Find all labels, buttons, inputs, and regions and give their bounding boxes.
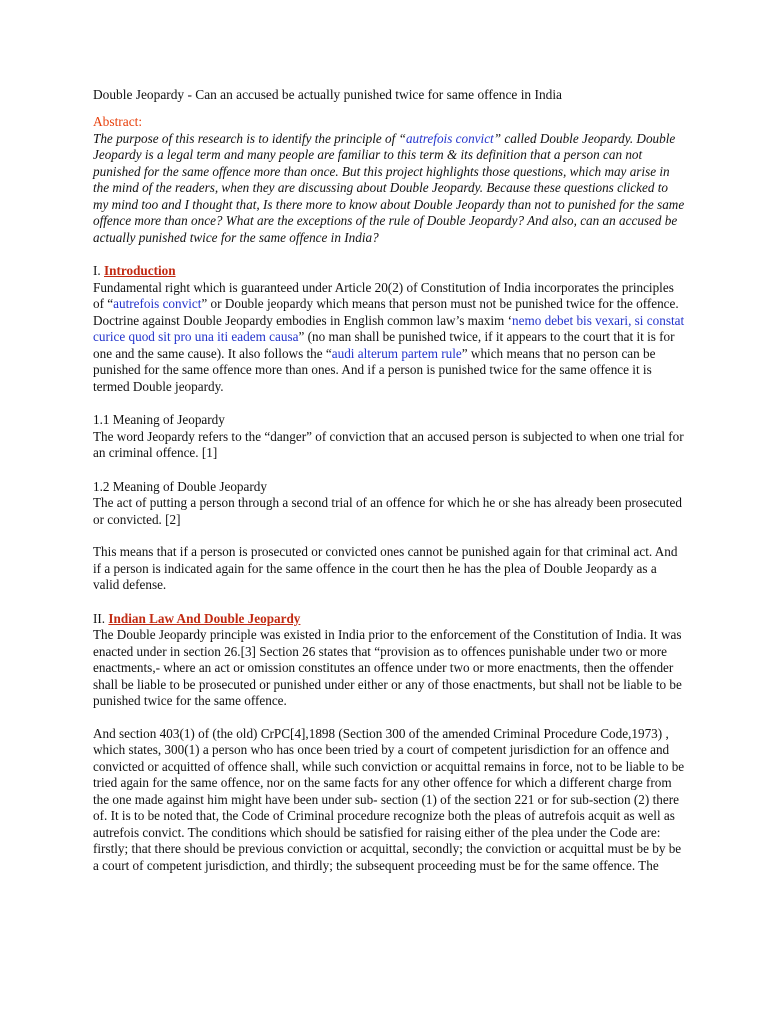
subsection-1-2-heading: 1.2 Meaning of Double Jeopardy — [93, 478, 267, 494]
spacer — [93, 528, 685, 544]
audi-alterum-term: audi alterum partem rule — [331, 345, 462, 361]
section-1-number: I. — [93, 263, 104, 278]
autrefois-convict-term: autrefois convict — [405, 130, 494, 146]
section-2-heading — [93, 611, 685, 628]
document-page — [93, 86, 685, 874]
introduction-paragraph — [93, 280, 685, 396]
abstract-text-part: The purpose of this research is to identify the principle of “ — [93, 130, 406, 146]
text-part: ” or Double jeopardy which means that person must not be punished twice for the offence. Doctrine against Double Jeopardy embodies in English common law’s maxim ‘ — [93, 296, 679, 328]
abstract-text-part: ” called Double Jeopardy. Double Jeopardy is a legal term and many people are familiar to this term & its definition that a person can not punished for the same offence more than once. But this project highlights those questions, which may arise in the mind of the readers, when they are discussing about Double Jeopardy. Because these questions clicked to my mind too and I thought that, Is there more to know about Double Jeopardy than not to punished for the same offence more than once? What are the exceptions of the rule of Double Jeopardy? And also, can an accused be actually punished twice for the same offence in India? — [93, 130, 685, 245]
text-part: ” (no man shall be punished twice, if it appears to the court that it is for one and the same cause). It also follows the “ — [93, 329, 675, 361]
text-part: Fundamental right which is guaranteed under Article 20(2) of Constitution of India incorporates the principles of “ — [93, 279, 674, 311]
section-1-heading — [93, 263, 685, 280]
spacer — [93, 710, 685, 726]
indian-law-link[interactable]: Indian Law And Double Jeopardy — [108, 610, 301, 626]
indian-law-paragraph-1: The Double Jeopardy principle was existed in India prior to the enforcement of the Constitution of India. It was enacted under in section 26.[3] Section 26 states that “provision as to offences punishable under two or more enactments,- where an act or omission constitutes an offence under two or more enactments, then the offender shall be liable to be prosecuted or punished under either or any of those enactments, but shall not be liable to be punished twice for the same offence. — [93, 627, 682, 708]
subsection-1-1-heading: 1.1 Meaning of Jeopardy — [93, 412, 225, 427]
meaning-paragraph: This means that if a person is prosecuted or convicted ones cannot be punished again for that criminal act. And if a person is indicated again for the same offence in the court then he has the plea of Double Jeopardy as a valid defense. — [93, 544, 678, 592]
subsection-1-2-text: The act of putting a person through a second trial of an offence for which he or she has already been prosecuted or convicted. [2] — [93, 495, 682, 527]
section-2-number: II. — [93, 610, 109, 626]
document-title: Double Jeopardy - Can an accused be actually punished twice for same offence in India — [93, 87, 562, 102]
latin-maxim-term: nemo debet bis vexari, si constat curice quod sit pro una iti eadem causa — [93, 312, 685, 344]
text-part: ” which means that no person can be punished for the same offence more than ones. And if a person is punished twice for the same offence it is termed Double jeopardy. — [93, 345, 656, 394]
abstract-heading: Abstract: — [93, 114, 143, 129]
subsection-1-1-text: The word Jeopardy refers to the “danger” of conviction that an accused person is subjected to when one trial for an criminal offence. [1] — [93, 428, 684, 460]
indian-law-paragraph-2: And section 403(1) of (the old) CrPC[4],1898 (Section 300 of the amended Criminal Procedure Code,1973) , which states, 300(1) a person who has once been tried by a court of competent jurisdiction for an offence and convicted or acquitted of offence shall, while such conviction or acquittal remains in force, not to be liable to be tried again for the same offence, nor on the same facts for any other offence for which a different charge from the one made against him might have been under sub- section (1) of the section 221 or for sub-section (2) there of. It is to be noted that, the Code of Criminal procedure recognize both the pleas of autrefois acquit as well as autrefois convict. The conditions which should be satisfied for raising either of the plea under the Code are: firstly; that there should be previous conviction or acquittal, secondly; the conviction or acquittal must be by be a court of competent jurisdiction, and thirdly; the subsequent proceeding must be for the same offence. The — [93, 725, 685, 873]
abstract-text — [93, 131, 685, 247]
autrefois-convict-term: autrefois convict — [113, 296, 202, 311]
introduction-link[interactable]: Introduction — [104, 263, 176, 278]
